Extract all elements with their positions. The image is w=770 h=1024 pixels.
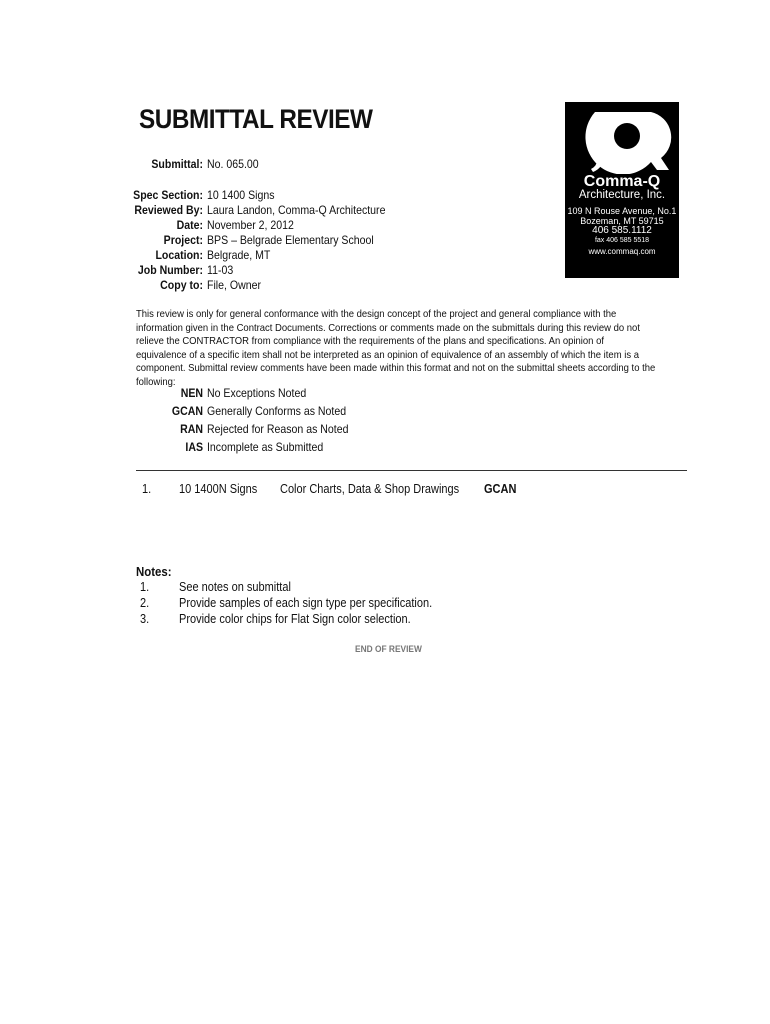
field-location	[0, 248, 560, 264]
note-number: 3.	[140, 612, 150, 626]
note-number: 2.	[140, 596, 150, 610]
field-value: Laura Landon, Comma-Q Architecture	[207, 203, 386, 217]
divider	[136, 470, 687, 471]
list-item	[0, 596, 700, 612]
list-item	[0, 612, 700, 628]
legend-code: RAN	[180, 422, 203, 436]
comma-q-logo-mark-icon	[565, 108, 679, 174]
field-label: Location:	[155, 248, 203, 262]
field-project	[0, 233, 560, 249]
notes-title: Notes:	[136, 564, 172, 579]
field-label: Submittal:	[151, 157, 203, 171]
item-section: 10 1400N Signs	[179, 482, 258, 496]
field-date	[0, 218, 560, 234]
item-number: 1.	[142, 482, 152, 496]
field-reviewed-by	[0, 203, 560, 219]
item-status: GCAN	[484, 482, 517, 496]
legend-desc: Incomplete as Submitted	[207, 440, 324, 454]
legend-ran	[0, 422, 560, 438]
field-submittal	[0, 157, 560, 173]
note-number: 1.	[140, 580, 150, 594]
legend-code: GCAN	[171, 404, 203, 418]
field-label: Reviewed By:	[134, 203, 203, 217]
note-text: Provide samples of each sign type per specification.	[179, 596, 433, 610]
item-description: Color Charts, Data & Shop Drawings	[280, 482, 460, 496]
review-disclaimer: This review is only for general conformance with the design concept of the project and general compliance with the information given in the Contract Documents. Corrections or comments made on the submittals during this review do not relieve the CONTRACTOR from compliance with the requirements of the plans and specifications. An opinion of equivalence of a specific item shall not be interpreted as an opinion of equivalence of an assembly of which the item is a component. Submittal review comments have been made within this format and not on the submittal sheets according to the following:	[136, 309, 656, 388]
field-label: Project:	[163, 233, 203, 247]
field-job-number	[0, 263, 560, 279]
field-value: 10 1400 Signs	[207, 188, 275, 202]
field-label: Spec Section:	[133, 188, 203, 202]
field-label: Date:	[176, 218, 203, 232]
field-spec-section	[0, 188, 560, 204]
field-value: 11-03	[207, 263, 234, 277]
field-label: Job Number:	[137, 263, 203, 277]
field-value: Belgrade, MT	[207, 248, 271, 262]
field-label: Copy to:	[160, 278, 203, 292]
legend-desc: No Exceptions Noted	[207, 386, 307, 400]
list-item	[0, 580, 700, 596]
logo-company-subtitle: Architecture, Inc.	[578, 189, 666, 201]
logo-fax: fax 406 585 5518	[594, 237, 650, 244]
logo-address-line-2: Bozeman, MT 59715	[580, 216, 664, 226]
legend-gcan	[0, 404, 560, 420]
logo-website: www.commaq.com	[588, 247, 656, 256]
legend-nen	[0, 386, 560, 402]
note-text: Provide color chips for Flat Sign color selection.	[179, 612, 411, 626]
table-row	[0, 482, 700, 500]
legend-desc: Rejected for Reason as Noted	[207, 422, 349, 436]
logo-address-line-1: 109 N Rouse Avenue, No.1	[567, 206, 677, 216]
field-value: File, Owner	[207, 278, 261, 292]
logo-phone: 406 585.1112	[592, 225, 652, 236]
logo-company-name: Comma-Q	[583, 173, 661, 190]
logo-address	[565, 206, 679, 226]
note-text: See notes on submittal	[179, 580, 291, 594]
field-value: BPS – Belgrade Elementary School	[207, 233, 374, 247]
legend-desc: Generally Conforms as Noted	[207, 404, 347, 418]
legend-code: IAS	[185, 440, 203, 454]
field-value: No. 065.00	[207, 157, 259, 171]
field-value: November 2, 2012	[207, 218, 294, 232]
legend-ias	[0, 440, 560, 456]
field-copy-to	[0, 278, 560, 294]
legend-code: NEN	[180, 386, 203, 400]
end-of-review: END OF REVIEW	[355, 644, 422, 655]
page-title: SUBMITTAL REVIEW	[139, 104, 373, 134]
company-logo	[565, 102, 679, 278]
